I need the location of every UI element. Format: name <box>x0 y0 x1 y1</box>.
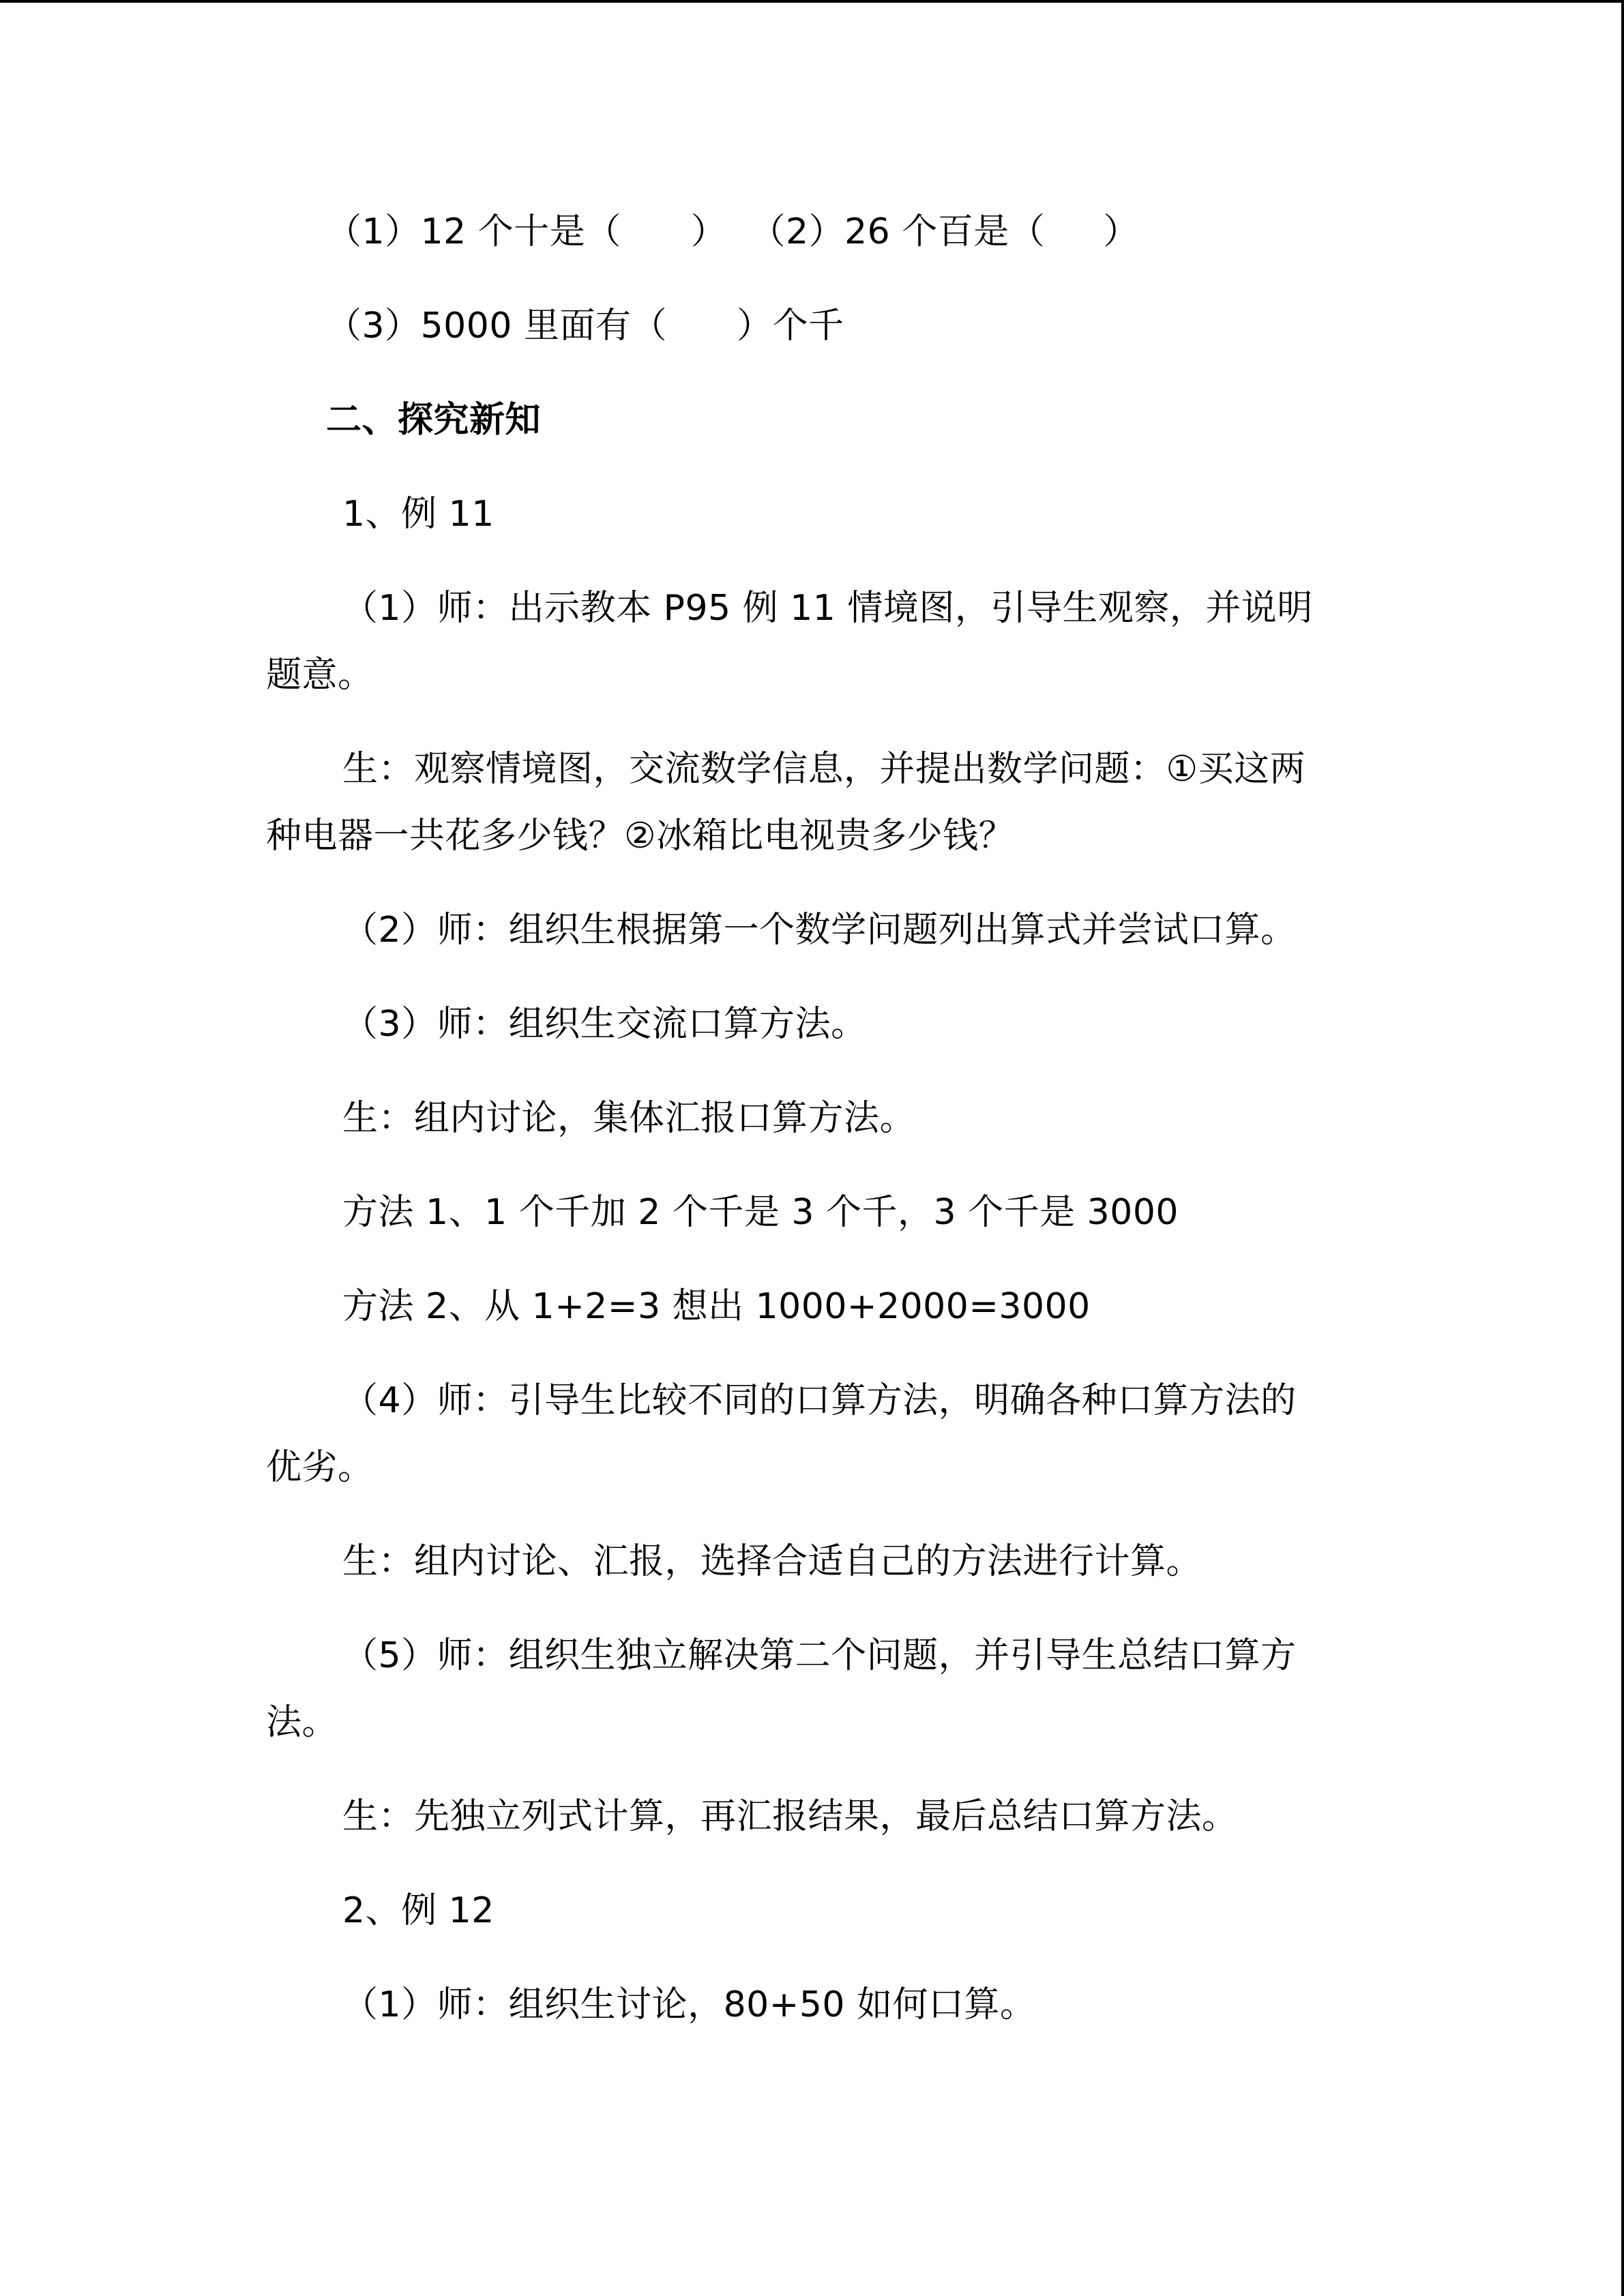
text-line-18: 法。 <box>266 1702 338 1743</box>
text-line-13: 方法 2、从 1+2=3 想出 1000+2000=3000 <box>342 1286 1091 1327</box>
text-line-1: （1）12 个十是（ ） （2）26 个百是（ ） <box>326 211 1139 252</box>
text-line-11: 生：组内讨论，集体汇报口算方法。 <box>342 1098 916 1139</box>
text-line-9: （2）师：组织生根据第一个数学问题列出算式并尝试口算。 <box>342 910 1297 951</box>
text-line-5: （1）师：出示教本 P95 例 11 情境图，引导生观察，并说明 <box>342 588 1313 629</box>
text-line-7: 生：观察情境图，交流数学信息，并提出数学问题：①买这两 <box>342 749 1306 790</box>
text-line-19: 生：先独立列式计算，再汇报结果，最后总结口算方法。 <box>342 1796 1238 1837</box>
text-line-15: 优劣。 <box>266 1447 374 1488</box>
text-line-10: （3）师：组织生交流口算方法。 <box>342 1004 867 1045</box>
text-line-21: （1）师：组织生讨论，80+50 如何口算。 <box>342 1984 1036 2025</box>
text-line-16: 生：组内讨论、汇报，选择合适自己的方法进行计算。 <box>342 1541 1202 1582</box>
text-line-12: 方法 1、1 个千加 2 个千是 3 个千，3 个千是 3000 <box>342 1192 1179 1233</box>
text-line-8: 种电器一共花多少钱？②冰箱比电视贵多少钱？ <box>266 816 1015 856</box>
text-line-6: 题意。 <box>266 655 374 696</box>
text-line-2: （3）5000 里面有（ ）个千 <box>326 305 844 346</box>
text-line-14: （4）师：引导生比较不同的口算方法，明确各种口算方法的 <box>342 1380 1297 1421</box>
text-line-4: 1、例 11 <box>342 494 494 535</box>
text-line-20: 2、例 12 <box>342 1890 494 1931</box>
text-line-17: （5）师：组织生独立解决第二个问题，并引导生总结口算方 <box>342 1635 1297 1676</box>
section-heading: 二、探究新知 <box>326 400 542 441</box>
